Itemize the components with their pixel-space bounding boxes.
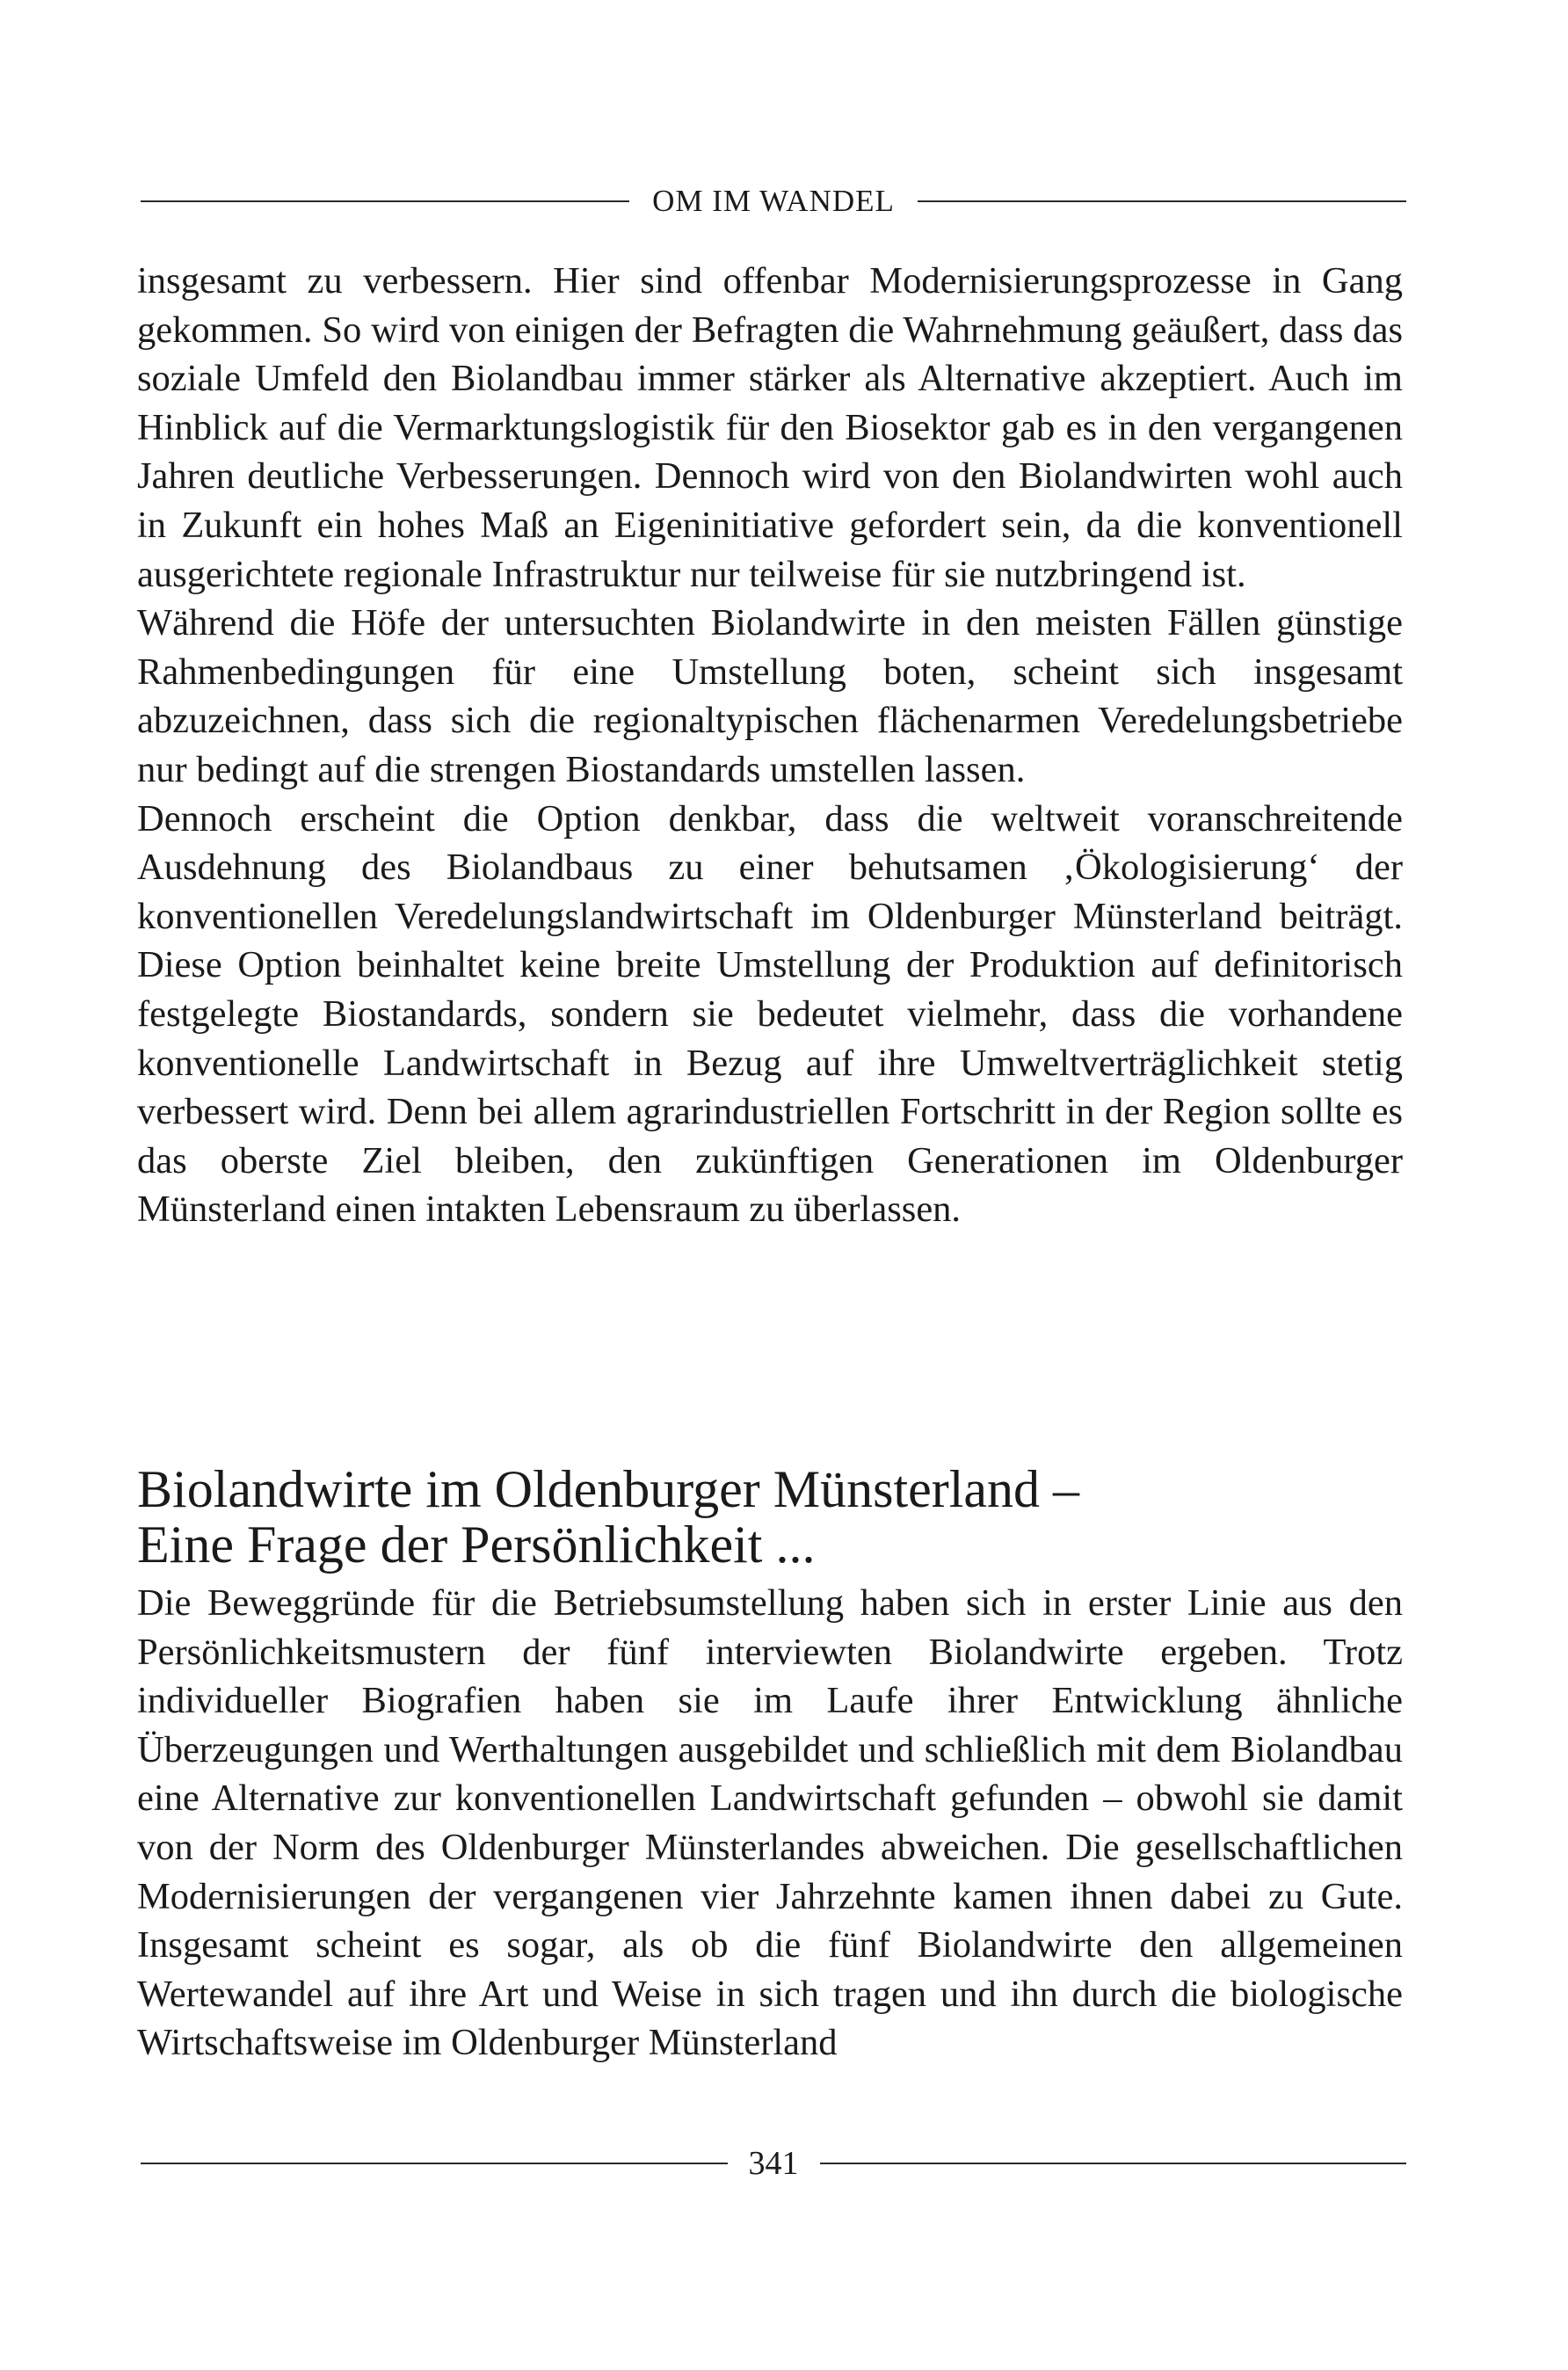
header-rule-left (141, 200, 629, 202)
running-title: OM IM WANDEL (652, 184, 895, 218)
body-text-section-2 (137, 1579, 1403, 2068)
page-number: 341 (748, 2145, 799, 2182)
header-rule-right (918, 200, 1406, 202)
section-heading (137, 1462, 1403, 1573)
paragraph-2: Während die Höfe der untersuchten Biolandwirte in den meisten Fällen günstige Rahmenbedingungen für eine Umstellung boten, scheint sich insgesamt abzuzeichnen, dass sich die regionaltypischen flächenarmen Veredelungsbetriebe nur bedingt auf die strengen Biostandards umstellen lassen. (137, 602, 1403, 790)
paragraph-1: insgesamt zu verbessern. Hier sind offenbar Modernisierungsprozesse in Gang gekommen. So wird von einigen der Befragten die Wahrnehmung geäußert, dass das soziale Umfeld den Biolandbau immer stärker als Alternative akzeptiert. Auch im Hinblick auf die Vermarktungslogistik für den Biosektor gab es in den vergangenen Jahren deutliche Verbesserungen. Dennoch wird von den Biolandwirten wohl auch in Zukunft ein hohes Maß an Eigeninitiative gefordert sein, da die konventionell ausgerichtete regionale Infrastruktur nur teilweise für sie nutzbringend ist. (137, 260, 1403, 595)
page-footer (141, 2142, 1406, 2185)
running-header (141, 180, 1406, 222)
paragraph-4: Die Beweggründe für die Betriebsumstellung haben sich in erster Linie aus den Persönlichkeitsmustern der fünf interviewten Biolandwirte ergeben. Trotz individueller Biografien haben sie im Laufe ihrer Entwicklung ähnliche Überzeugungen und Werthaltungen ausgebildet und schließlich mit dem Biolandbau eine Alternative zur konventionellen Landwirtschaft gefunden – obwohl sie damit von der Norm des Oldenburger Münsterlandes abweichen. Die gesellschaftlichen Modernisierungen der vergangenen vier Jahrzehnte kamen ihnen dabei zu Gute. Insgesamt scheint es sogar, als ob die fünf Biolandwirte den allgemeinen Wertewandel auf ihre Art und Weise in sich tragen und ihn durch die biologische Wirtschaftsweise im Oldenburger Münsterland (137, 1582, 1403, 2064)
paragraph-3: Dennoch erscheint die Option denkbar, dass die weltweit voranschreitende Ausdehnung des Biolandbaus zu einer behutsamen ‚Ökologisierung‘ der konventionellen Veredelungslandwirtschaft im Oldenburger Münsterland beiträgt. Diese Option beinhaltet keine breite Umstellung der Produktion auf definitorisch festgelegte Biostandards, sondern sie bedeutet vielmehr, dass die vorhandene konventionelle Landwirtschaft in Bezug auf ihre Umweltverträglichkeit stetig verbessert wird. Denn bei allem agrarindustriellen Fortschritt in der Region sollte es das oberste Ziel bleiben, den zukünftigen Generationen im Oldenburger Münsterland einen intakten Lebensraum zu überlassen. (137, 797, 1403, 1231)
section-heading-line-2: Eine Frage der Persönlichkeit ... (137, 1516, 816, 1574)
section-heading-line-1: Biolandwirte im Oldenburger Münsterland – (137, 1460, 1080, 1518)
body-text-section-1 (137, 257, 1403, 1234)
footer-rule-right (820, 2163, 1407, 2164)
footer-rule-left (141, 2163, 728, 2164)
